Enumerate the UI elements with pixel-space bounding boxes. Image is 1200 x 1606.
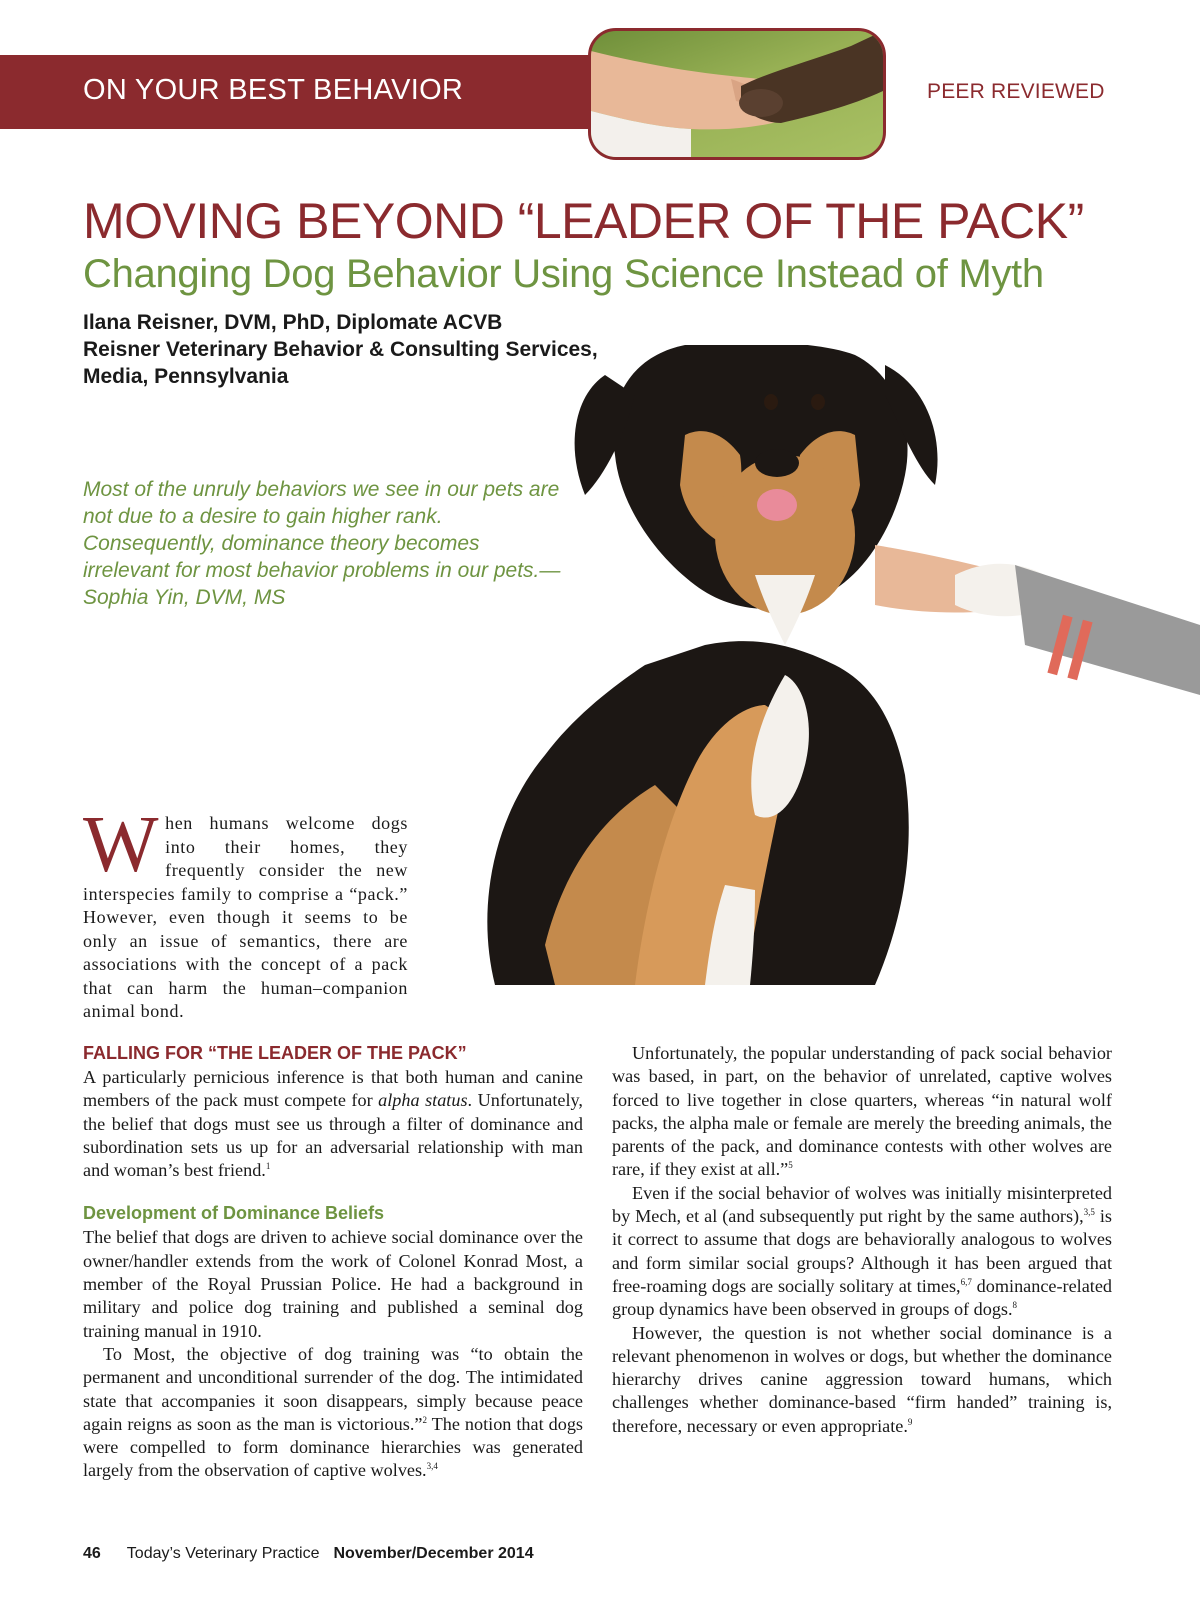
page-number: 46 (83, 1545, 101, 1562)
paragraph-konrad-most: The belief that dogs are driven to achieve social dominance over the owner/handler extends from the work of Colonel Konrad Most, a member of the Royal Prussian Police. He had a background in military and police dog training and published a seminal dog training manual in 1910. (83, 1227, 583, 1341)
page-footer (83, 1545, 534, 1563)
paragraph-objective-training (83, 1343, 583, 1483)
paragraph-mech-wolves (612, 1182, 1112, 1322)
publication-name: Today’s Veterinary Practice (126, 1545, 320, 1562)
text-run: To Most, the objective of dog training was “to obtain the permanent and unconditional surrender of the dog. The intimidated state that accompanies it soon disappears, simply because peace again reigns as soon as the man is victorious.” (83, 1343, 583, 1434)
paragraph-captive-wolves (612, 1042, 1112, 1182)
heading-development-dominance: Development of Dominance Beliefs (83, 1203, 385, 1224)
text-run: A particularly pernicious inference is that both human and canine members of the pack must compete for (83, 1067, 583, 1111)
issue-date: November/December 2014 (333, 1545, 534, 1562)
peer-reviewed-label: PEER REVIEWED (927, 80, 1105, 103)
author-affiliation: Reisner Veterinary Behavior & Consulting Services, (83, 338, 598, 361)
hand-holding-paw-photo (588, 28, 886, 160)
intro-paragraph (83, 801, 408, 1024)
text-run: is it correct to assume that dogs are behaviorally analogous to wolves and form similar social groups? Although it has been argued that free-roaming dogs are socially solitary at times, (612, 1206, 1112, 1296)
text-run: dominance-related group dynamics have been observed in groups of dogs. (612, 1275, 1113, 1320)
text-run: Even if the social behavior of wolves was initially misinterpreted by Mech, et al (and subsequently put right by the same authors), (612, 1182, 1112, 1227)
reference-mark: 5 (788, 1160, 793, 1171)
text-run: . Unfortunately, the belief that dogs must see us through a filter of dominance and subordination sets us up for an adversarial relationship with man and woman’s best friend. (83, 1090, 583, 1181)
reference-mark: 9 (907, 1416, 913, 1427)
text-run: Unfortunately, the popular understanding of pack social behavior was based, in part, on the behavior of unrelated, captive wolves forced to live together in close quarters, whereas “in natural wolf packs, the alpha male or female are merely the breeding animals, the parents of the pack, and dominance contests with other wolves are rare, if they exist at all.” (612, 1043, 1112, 1180)
reference-mark: 8 (1012, 1300, 1018, 1311)
article-title: MOVING BEYOND “LEADER OF THE PACK” (83, 193, 1084, 249)
text-run: The notion that dogs were compelled to form dominance hierarchies was generated largely from the observation of captive wolves. (83, 1413, 583, 1481)
pull-quote: Most of the unruly behaviors we see in our pets are not due to a desire to gain higher rank. Consequently, dominance theory becomes irrelevant for most behavior problems in our pets.—Sophia Yin, DVM, MS (83, 478, 561, 609)
author-name: Ilana Reisner, DVM, PhD, Diplomate ACVB (83, 311, 503, 334)
left-column (83, 1042, 583, 1483)
right-column (612, 1042, 1112, 1438)
paragraph-question-dominance (612, 1322, 1112, 1438)
reference-mark: 3,4 (426, 1461, 438, 1472)
dog-giving-paw-photo (455, 345, 1200, 1025)
reference-mark: 3,5 (1083, 1207, 1095, 1218)
italic-term: alpha status (378, 1090, 468, 1111)
article-subtitle: Changing Dog Behavior Using Science Instead of Myth (83, 252, 1044, 296)
section-title: ON YOUR BEST BEHAVIOR (83, 74, 464, 106)
author-location: Media, Pennsylvania (83, 365, 289, 388)
text-run: However, the question is not whether social dominance is a relevant phenomenon in wolves or dogs, but whether the dominance hierarchy drives canine aggression toward humans, which challenges whether dominance-based “firm handed” training is, therefore, necessary or even appropriate. (612, 1322, 1112, 1436)
reference-mark: 6,7 (960, 1276, 972, 1287)
paragraph-alpha-status (83, 1066, 583, 1182)
heading-falling-for-leader: FALLING FOR “THE LEADER OF THE PACK” (83, 1043, 467, 1063)
drop-cap: W (83, 801, 160, 889)
reference-mark: 2 (422, 1414, 427, 1425)
reference-mark: 1 (265, 1161, 271, 1172)
intro-text: hen humans welcome dogs into their homes, they frequently consider the new interspecies family to comprise a “pack.” However, even though it seems to be only an issue of semantics, there are associations with the concept of a pack that can harm the human–companion animal bond. (83, 813, 408, 1021)
